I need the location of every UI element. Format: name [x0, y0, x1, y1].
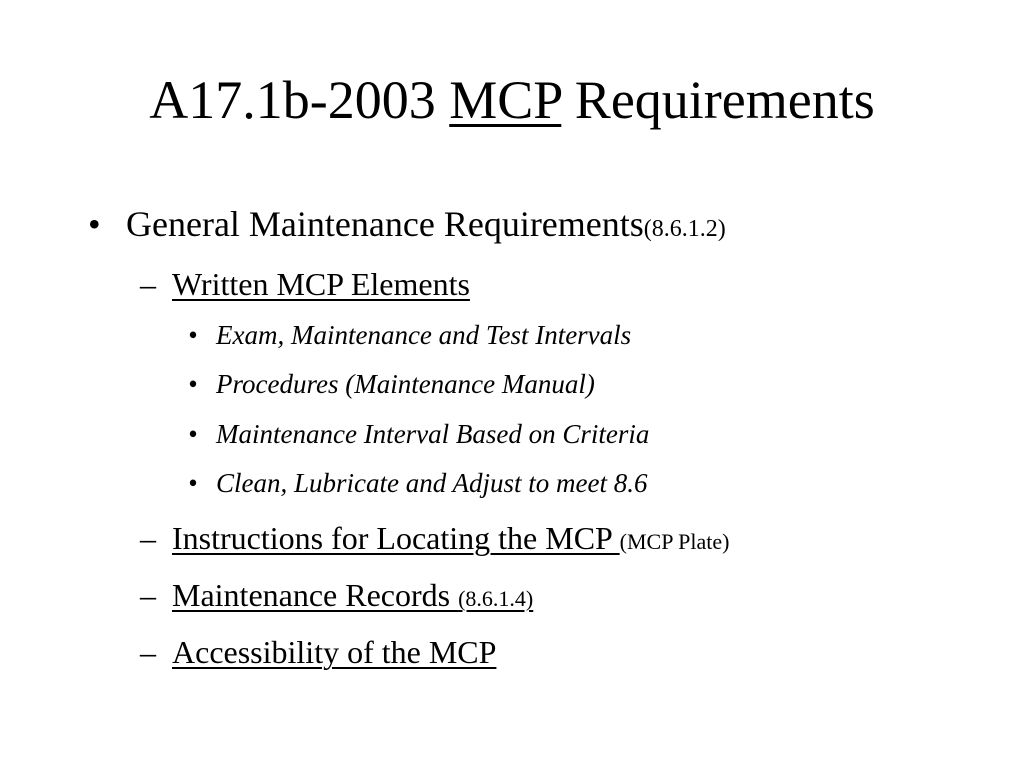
subitem-instructions-locating-mcp: [140, 518, 729, 562]
detail-item-text: Maintenance Interval Based on Criteria: [216, 419, 650, 449]
title-prefix: A17.1b-2003: [149, 70, 436, 130]
maintenance-records-ref: (8.6.1.4): [458, 586, 534, 611]
written-mcp-elements-text: Written MCP Elements: [172, 266, 470, 302]
subitem-maintenance-records: [140, 575, 533, 619]
detail-item-text: Procedures (Maintenance Manual): [216, 369, 595, 399]
dash-bullet: –: [140, 577, 156, 613]
detail-item: [188, 417, 649, 451]
small-bullet: •: [188, 468, 198, 498]
small-bullet: •: [188, 320, 198, 350]
subitem-accessibility-mcp: [140, 632, 496, 672]
dash-bullet: –: [140, 520, 156, 556]
instructions-text: Instructions for Locating the MCP: [172, 520, 620, 556]
detail-item: [188, 367, 595, 401]
bullet-dot: •: [88, 204, 101, 244]
title-suffix: Requirements: [574, 70, 875, 130]
general-maintenance-ref: (8.6.1.2): [643, 216, 726, 242]
dash-bullet: –: [140, 266, 156, 302]
detail-item-text: Clean, Lubricate and Adjust to meet 8.6: [216, 468, 648, 498]
title-mcp: MCP: [449, 70, 562, 130]
slide-title: [0, 64, 1024, 136]
dash-bullet: –: [140, 634, 156, 670]
small-bullet: •: [188, 419, 198, 449]
detail-item: [188, 318, 631, 352]
general-maintenance-text: General Maintenance Requirements: [126, 204, 644, 244]
subitem-written-mcp-elements: [140, 264, 470, 304]
bullet-general-maintenance: [88, 202, 726, 251]
accessibility-text: Accessibility of the MCP: [172, 634, 497, 670]
instructions-ref: (MCP Plate): [619, 529, 730, 554]
detail-item: [188, 466, 647, 500]
detail-item-text: Exam, Maintenance and Test Intervals: [216, 320, 632, 350]
small-bullet: •: [188, 369, 198, 399]
maintenance-records-text: Maintenance Records: [172, 577, 459, 613]
